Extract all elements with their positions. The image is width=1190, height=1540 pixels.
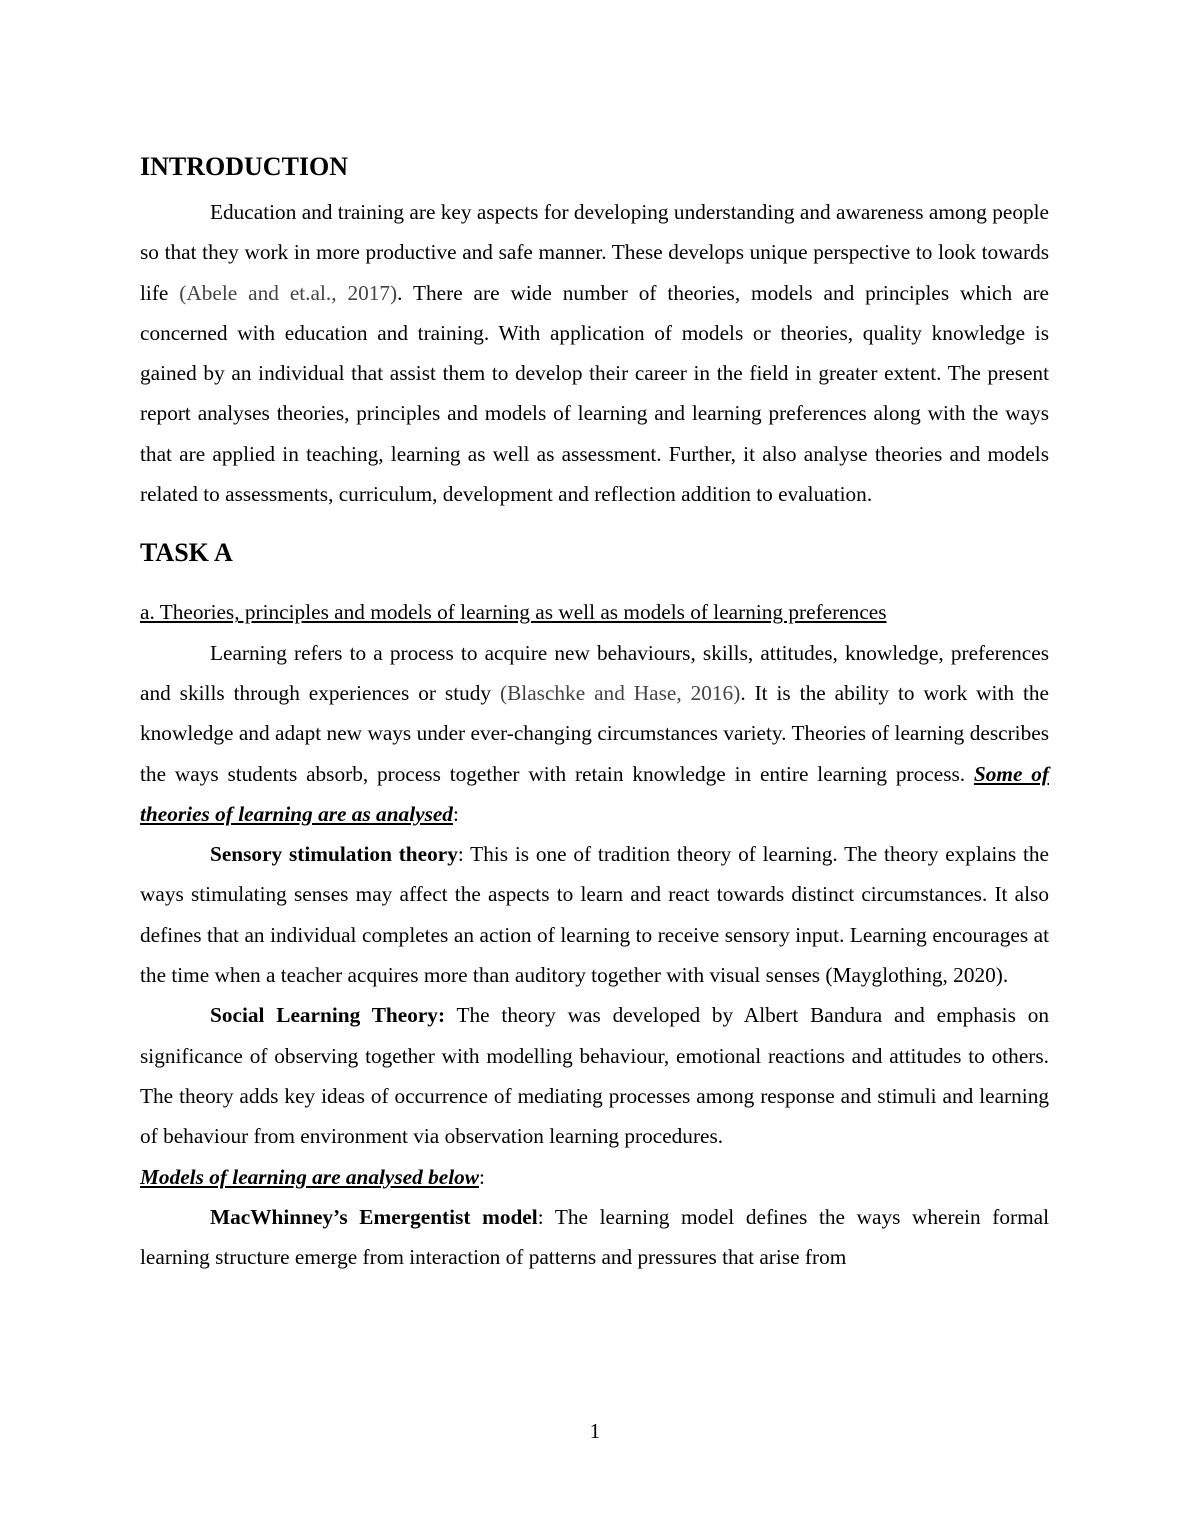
document-body [140, 148, 1049, 1277]
sensory-theory-text: : This is one of tradition theory of learning. The theory explains the ways stimulating senses may affect the aspects to learn and react towards distinct circumstances. It also defines that an individual completes an action of learning to receive sensory input. Learning encourages at the time when a teacher acquires more than auditory together with visual senses (Mayglothing, 2020). [140, 842, 1049, 988]
task-a-heading: TASK A [140, 538, 233, 568]
learning-text-b: . It is the ability to work with the knowledge and adapt new ways under ever-changing circumstances variety. Theories of learning describes the ways students absorb, process together with retain knowledge in entire learning process. [140, 680, 1049, 786]
section-a-subheading: a. Theories, principles and models of learning as well as models of learning preferences [140, 600, 887, 625]
models-colon: : [478, 1164, 485, 1189]
social-theory-paragraph [140, 995, 1049, 1156]
introduction-heading: INTRODUCTION [140, 152, 349, 181]
learning-text-a: Learning refers to a process to acquire new behaviours, skills, attitudes, knowledge, preferences and skills through experiences or study [140, 640, 1049, 705]
social-theory-title: Social Learning Theory: [210, 1003, 446, 1028]
intro-citation: (Abele and et.al., 2017) [179, 280, 398, 305]
models-emphasis: Models of learning are analysed below [140, 1164, 479, 1189]
sensory-theory-paragraph [140, 834, 1049, 995]
sensory-theory-title: Sensory stimulation theory [210, 842, 458, 867]
macwhinney-paragraph [140, 1197, 1049, 1278]
intro-text-b: . There are wide number of theories, models and principles which are concerned with education and training. With application of models or theories, quality knowledge is gained by an individual that assist them to develop their career in the field in greater extent. The present report analyses theories, principles and models of learning and learning preferences along with the ways that are applied in teaching, learning as well as assessment. Further, it also analyse theories and models related to assessments, curriculum, development and reflection addition to evaluation. [140, 280, 1050, 507]
page-number: 1 [589, 1419, 601, 1443]
theories-emphasis: Some of theories of learning are as analysed [140, 761, 1050, 826]
introduction-paragraph [140, 192, 1049, 514]
learning-paragraph [140, 633, 1049, 834]
theories-colon: : [452, 801, 459, 826]
macwhinney-title: MacWhinney’s Emergentist model [210, 1204, 538, 1229]
social-theory-text: The theory was developed by Albert Bandura and emphasis on significance of observing together with modelling behaviour, emotional reactions and attitudes to others. The theory adds key ideas of occurrence of mediating processes among response and stimuli and learning of behaviour from environment via observation learning procedures. [140, 1003, 1049, 1149]
macwhinney-text: : The learning model defines the ways wherein formal learning structure emerge from interaction of patterns and pressures that arise from [140, 1204, 1050, 1270]
learning-citation: (Blaschke and Hase, 2016) [500, 680, 741, 705]
intro-text-a: Education and training are key aspects for developing understanding and awareness among people so that they work in more productive and safe manner. These develops unique perspective to look towards life [140, 200, 1049, 305]
models-heading-line [140, 1157, 1049, 1197]
